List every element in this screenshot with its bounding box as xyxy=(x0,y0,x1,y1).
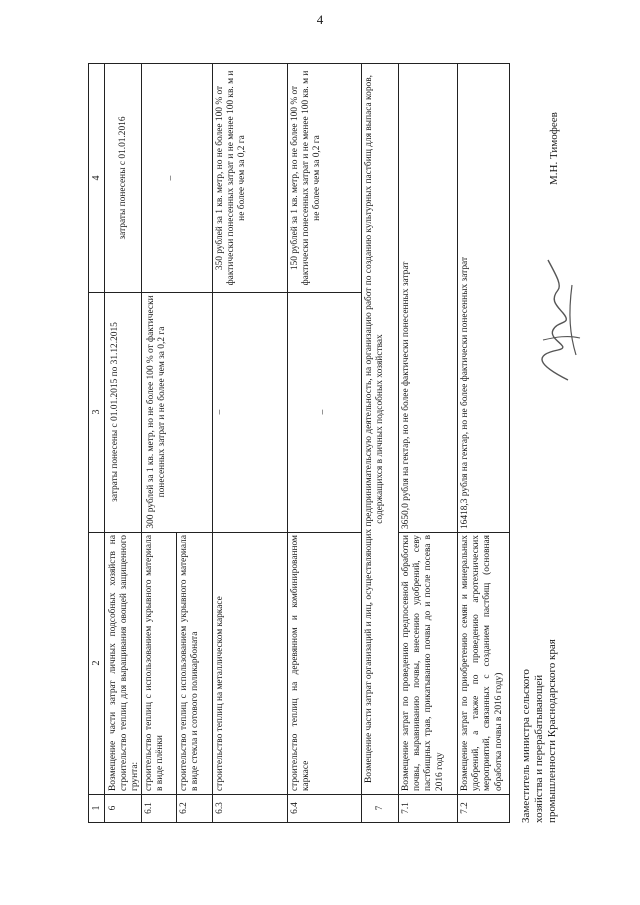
row-description: Возмещение затрат по проведению предпосевной обработки почвы, выравниванию почвы, внесению удобрений, севу пастбищных трав, прикатыванию почвы до и после посева в 2016 году xyxy=(401,535,445,791)
grid-line xyxy=(287,64,288,822)
rate-merged: 16418,3 рубля на гектар, но не более фактически понесенных затрат xyxy=(460,256,470,529)
signatory-title xyxy=(520,639,559,823)
section-heading: Возмещение части затрат организаций и лиц, осуществляющих предпринимательскую деятельность, на организацию работ по созданию культурных пастбищ для выпаса коров, содержащихся в личных подсобных хозяйствах xyxy=(364,75,386,783)
row-description: строительство теплиц на деревянном и комбинированном каркасе xyxy=(290,535,312,791)
rate-merged: 3650,0 рубля на гектар, но не более фактически понесенных затрат xyxy=(401,261,411,529)
col-header-3: 3 xyxy=(89,292,105,532)
row-number: 6.1 xyxy=(144,802,154,814)
col-header-1: 1 xyxy=(89,794,105,822)
grid-line xyxy=(176,532,177,822)
row-description: строительство теплиц на металлическом каркасе xyxy=(215,596,225,791)
period-2016: затраты понесены с 01.01.2016 xyxy=(118,116,128,240)
signatory-line: хозяйства и перерабатывающей xyxy=(533,674,545,823)
rate-2016: 350 рублей за 1 кв. метр, но не более 100 % от фактически понесенных затрат и не менее 100 кв. м и не более чем за 0,2 га xyxy=(215,70,248,286)
row-number: 6 xyxy=(108,805,118,811)
page-number: 4 xyxy=(316,12,324,27)
col-header-4: 4 xyxy=(89,64,105,292)
rate-2016: – xyxy=(166,175,176,181)
signatory-line: Заместитель министра сельского xyxy=(520,669,532,823)
grid-line xyxy=(212,64,213,822)
row-number: 7 xyxy=(375,805,385,811)
signatory-name: М.Н. Тимофеев xyxy=(548,112,560,185)
grid-line xyxy=(361,64,362,822)
row-description: строительство теплиц с использованием укрывного материала в виде плёнки xyxy=(144,535,166,791)
row-number: 7.2 xyxy=(460,802,470,814)
rate-2015: – xyxy=(215,409,225,415)
handwritten-signature xyxy=(528,255,588,385)
row-number: 6.4 xyxy=(290,802,300,814)
period-2015: затраты понесены с 01.01.2015 по 31.12.2015 xyxy=(110,322,120,502)
row-description: Возмещение затрат по приобретению семян и минеральных удобрений, а также по проведению агротехнических мероприятий, связанных с созданием пастбищ (основная обработка почвы в 2016 году) xyxy=(460,535,504,791)
subsidy-table xyxy=(88,63,510,823)
row-number: 6.2 xyxy=(179,802,189,814)
grid-line xyxy=(457,64,458,822)
rate-2015: 300 рублей за 1 кв. метр, но не более 100 % от фактически понесенных затрат и не более чем за 0,2 га xyxy=(146,295,168,529)
grid-line xyxy=(398,64,399,822)
row-number: 7.1 xyxy=(401,802,411,814)
col-header-2: 2 xyxy=(89,532,105,794)
row-number: 6.3 xyxy=(215,802,225,814)
row-description: Возмещение части затрат личных подсобных хозяйств на строительство теплиц для выращивания овощей защищенного грунта: xyxy=(108,535,141,791)
rate-2016: 150 рублей за 1 кв. метр, но не более 100 % от фактически понесенных затрат и не менее 100 кв. м и не более чем за 0,2 га xyxy=(290,70,323,286)
rate-2015: – xyxy=(318,409,328,415)
signatory-line: промышленности Краснодарского края xyxy=(546,639,558,823)
row-description: строительство теплиц с использованием укрывного материала в виде стекла и сотового поликарбоната xyxy=(179,535,201,791)
grid-line xyxy=(141,64,142,822)
